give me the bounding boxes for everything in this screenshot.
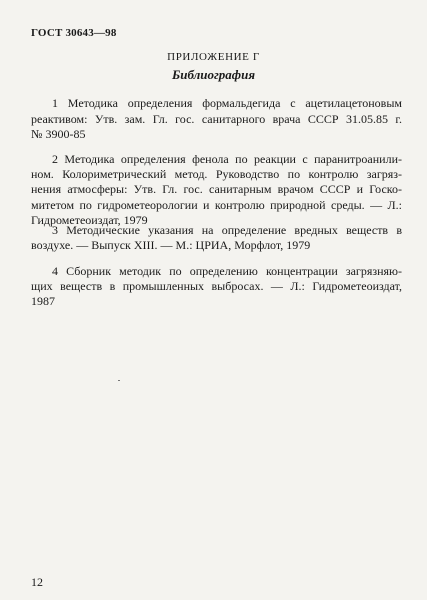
entry-line: 4 Сборник методик по определению концентрации загрязняю- (52, 264, 402, 278)
entry-line: 1987 (31, 294, 55, 308)
appendix-label: ПРИЛОЖЕНИЕ Г (167, 51, 260, 63)
bibliography-title: Библиография (171, 67, 256, 82)
entry-line: 2 Методика определения фенола по реакции с паранитроанили- (52, 152, 402, 166)
entry-line: Гидрометеоиздат, 1979 (31, 213, 148, 227)
entry-line: ном. Колориметрический метод. Руководство по контролю загряз- (31, 167, 402, 181)
document-code: ГОСТ 30643—98 (31, 27, 117, 39)
entry-line: 1 Методика определения формальдегида с ацетилацетоновым (52, 96, 402, 110)
entry-line: митетом по гидрометеорологии и контролю природной среды. — Л.: (31, 198, 402, 212)
entry-line: щих веществ в промышленных выбросах. — Л.: Гидрометеоиздат, (31, 279, 402, 293)
page-number: 12 (31, 575, 43, 589)
scan-speck (118, 380, 120, 381)
entry-line: реактивом: Утв. зам. Гл. гос. санитарного врача СССР 31.05.85 г. (31, 112, 402, 126)
entry-line: № 3900-85 (31, 127, 86, 141)
entry-line: нения атмосферы: Утв. Гл. гос. санитарным врачом СССР и Госко- (31, 182, 402, 196)
entry-line: 3 Методические указания на определение вредных веществ в (52, 223, 402, 237)
entry-line: воздухе. — Выпуск XIII. — М.: ЦРИА, Морфлот, 1979 (31, 238, 311, 252)
